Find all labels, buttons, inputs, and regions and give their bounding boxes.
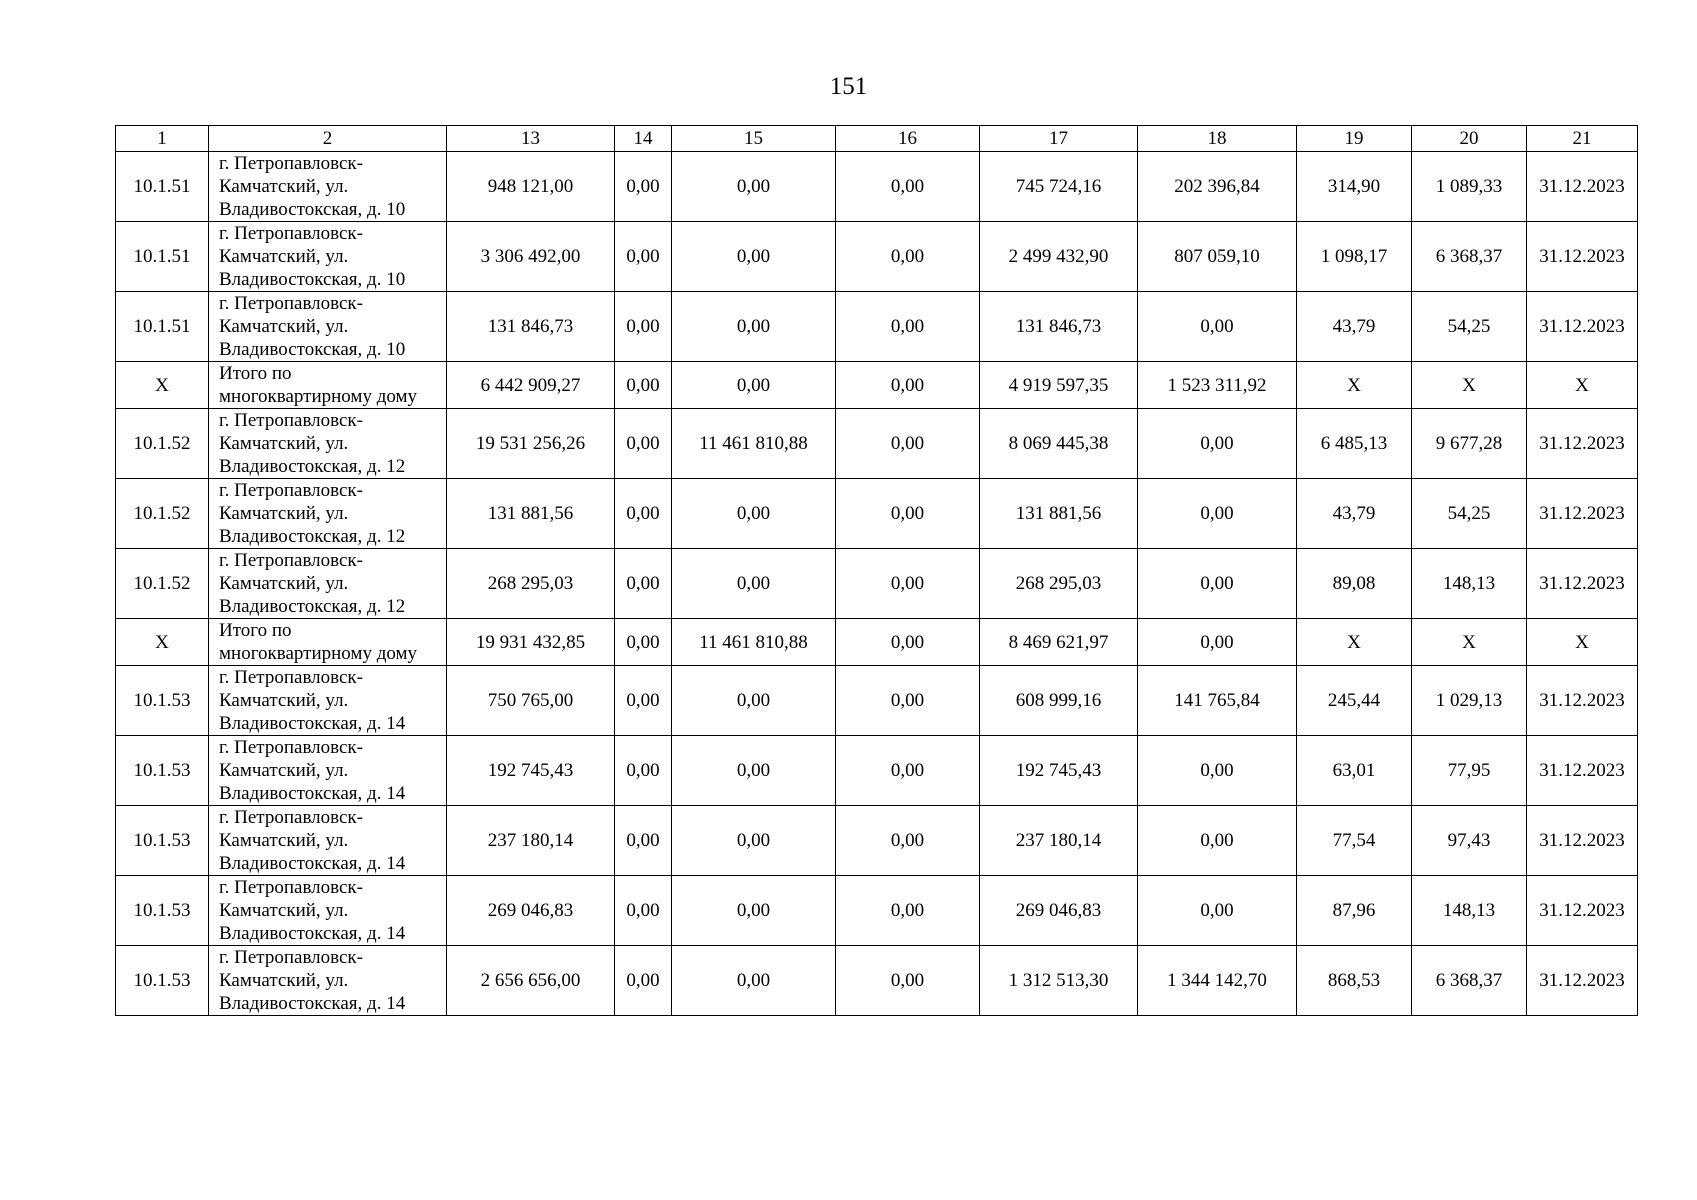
table-cell: 2 499 432,90 xyxy=(980,222,1138,292)
table-row xyxy=(116,152,1638,222)
table-cell xyxy=(209,362,447,409)
table-cell: 0,00 xyxy=(615,479,672,549)
cell-line: г. Петропавловск- xyxy=(219,550,363,571)
cell-line: Владивостокская, д. 10 xyxy=(219,339,406,360)
cell-line: Владивостокская, д. 14 xyxy=(219,993,406,1014)
table-cell: 54,25 xyxy=(1412,479,1527,549)
table-cell: 202 396,84 xyxy=(1138,152,1297,222)
column-header: 13 xyxy=(447,126,615,152)
table-cell: 10.1.51 xyxy=(116,292,209,362)
table-cell: 0,00 xyxy=(672,222,836,292)
total-row xyxy=(116,619,1638,666)
table-cell: 0,00 xyxy=(615,806,672,876)
table-cell: 0,00 xyxy=(1138,619,1297,666)
table-cell: X xyxy=(1297,619,1412,666)
table-cell: 0,00 xyxy=(836,619,980,666)
cell-line: Камчатский, ул. xyxy=(219,316,349,337)
table-cell: 0,00 xyxy=(672,876,836,946)
table-cell: 97,43 xyxy=(1412,806,1527,876)
table-cell xyxy=(209,549,447,619)
cell-line: Камчатский, ул. xyxy=(219,900,349,921)
table-cell xyxy=(209,619,447,666)
table-cell: X xyxy=(116,619,209,666)
table-cell: 0,00 xyxy=(672,549,836,619)
table-cell: 314,90 xyxy=(1297,152,1412,222)
table-row xyxy=(116,736,1638,806)
table-cell: 10.1.51 xyxy=(116,222,209,292)
cell-line: Камчатский, ул. xyxy=(219,246,349,267)
column-header: 18 xyxy=(1138,126,1297,152)
table-cell: 192 745,43 xyxy=(980,736,1138,806)
table-cell: 1 089,33 xyxy=(1412,152,1527,222)
column-header: 19 xyxy=(1297,126,1412,152)
table-cell: 237 180,14 xyxy=(447,806,615,876)
cell-line: Камчатский, ул. xyxy=(219,830,349,851)
column-header: 20 xyxy=(1412,126,1527,152)
table-cell: 131 846,73 xyxy=(980,292,1138,362)
table-cell: 77,95 xyxy=(1412,736,1527,806)
table-cell: 0,00 xyxy=(615,152,672,222)
table-row xyxy=(116,946,1638,1016)
table-cell: 237 180,14 xyxy=(980,806,1138,876)
table-cell: 87,96 xyxy=(1297,876,1412,946)
table-cell: 192 745,43 xyxy=(447,736,615,806)
table-cell: X xyxy=(1297,362,1412,409)
cell-line: Владивостокская, д. 12 xyxy=(219,596,406,617)
table-cell: 10.1.52 xyxy=(116,479,209,549)
table-cell: 10.1.53 xyxy=(116,946,209,1016)
table-cell: X xyxy=(1527,362,1638,409)
table-body xyxy=(116,152,1638,1016)
cell-line: Итого по xyxy=(219,620,292,641)
column-header: 15 xyxy=(672,126,836,152)
table-cell: 31.12.2023 xyxy=(1527,666,1638,736)
table-cell: 0,00 xyxy=(1138,876,1297,946)
table-cell: 31.12.2023 xyxy=(1527,736,1638,806)
table-cell: 1 344 142,70 xyxy=(1138,946,1297,1016)
table-cell: 0,00 xyxy=(672,806,836,876)
table-cell: 0,00 xyxy=(1138,806,1297,876)
header-row xyxy=(116,126,1638,152)
table-cell: 31.12.2023 xyxy=(1527,409,1638,479)
table-cell: 6 442 909,27 xyxy=(447,362,615,409)
table-cell: 89,08 xyxy=(1297,549,1412,619)
table-cell: 0,00 xyxy=(672,362,836,409)
cell-line: г. Петропавловск- xyxy=(219,947,363,968)
table-cell xyxy=(209,292,447,362)
table-cell: 77,54 xyxy=(1297,806,1412,876)
table-cell: 948 121,00 xyxy=(447,152,615,222)
table-cell: X xyxy=(116,362,209,409)
table-cell xyxy=(209,946,447,1016)
table-cell: 0,00 xyxy=(615,292,672,362)
cell-line: Камчатский, ул. xyxy=(219,176,349,197)
table-cell: 10.1.52 xyxy=(116,549,209,619)
table-cell: 807 059,10 xyxy=(1138,222,1297,292)
cell-line: г. Петропавловск- xyxy=(219,293,363,314)
table-cell: 0,00 xyxy=(672,479,836,549)
table-cell: 31.12.2023 xyxy=(1527,292,1638,362)
cell-line: Камчатский, ул. xyxy=(219,970,349,991)
table-cell: 0,00 xyxy=(615,222,672,292)
table-row xyxy=(116,222,1638,292)
table-cell: 1 098,17 xyxy=(1297,222,1412,292)
table-row xyxy=(116,292,1638,362)
table-cell: 6 485,13 xyxy=(1297,409,1412,479)
table-cell: 148,13 xyxy=(1412,549,1527,619)
table-cell: 43,79 xyxy=(1297,479,1412,549)
table-cell: 131 846,73 xyxy=(447,292,615,362)
table-cell xyxy=(209,876,447,946)
page-number: 151 xyxy=(829,73,868,100)
table-cell: 608 999,16 xyxy=(980,666,1138,736)
table-cell: 0,00 xyxy=(672,736,836,806)
table-row xyxy=(116,409,1638,479)
column-header: 2 xyxy=(209,126,447,152)
table-cell: 0,00 xyxy=(1138,479,1297,549)
cell-line: Владивостокская, д. 14 xyxy=(219,923,406,944)
column-header: 14 xyxy=(615,126,672,152)
table-cell: 9 677,28 xyxy=(1412,409,1527,479)
table-cell: 0,00 xyxy=(836,222,980,292)
table-cell: 0,00 xyxy=(615,666,672,736)
cell-line: г. Петропавловск- xyxy=(219,153,363,174)
table-cell: 1 312 513,30 xyxy=(980,946,1138,1016)
table-cell xyxy=(209,736,447,806)
table-cell: 31.12.2023 xyxy=(1527,806,1638,876)
table-cell: 269 046,83 xyxy=(980,876,1138,946)
cell-line: многоквартирному дому xyxy=(219,643,418,664)
cell-line: Владивостокская, д. 14 xyxy=(219,783,406,804)
cell-line: Владивостокская, д. 10 xyxy=(219,199,406,220)
table-cell: 148,13 xyxy=(1412,876,1527,946)
table-row xyxy=(116,549,1638,619)
table-cell: 0,00 xyxy=(615,946,672,1016)
table-cell: 750 765,00 xyxy=(447,666,615,736)
table-cell: 0,00 xyxy=(836,549,980,619)
table-cell: 3 306 492,00 xyxy=(447,222,615,292)
table-cell: 141 765,84 xyxy=(1138,666,1297,736)
total-row xyxy=(116,362,1638,409)
cell-line: Владивостокская, д. 12 xyxy=(219,456,406,477)
table-cell: 8 069 445,38 xyxy=(980,409,1138,479)
table-cell: 0,00 xyxy=(1138,736,1297,806)
table-cell: 43,79 xyxy=(1297,292,1412,362)
cell-line: г. Петропавловск- xyxy=(219,807,363,828)
cell-line: Владивостокская, д. 12 xyxy=(219,526,406,547)
table-cell: 0,00 xyxy=(1138,549,1297,619)
cell-line: г. Петропавловск- xyxy=(219,737,363,758)
cell-line: Владивостокская, д. 14 xyxy=(219,713,406,734)
column-header: 21 xyxy=(1527,126,1638,152)
cell-line: Итого по xyxy=(219,363,292,384)
data-table xyxy=(115,125,1638,1016)
table-cell: 131 881,56 xyxy=(980,479,1138,549)
cell-line: г. Петропавловск- xyxy=(219,223,363,244)
table-cell: 11 461 810,88 xyxy=(672,619,836,666)
table-cell: X xyxy=(1527,619,1638,666)
table-cell: 10.1.53 xyxy=(116,736,209,806)
table-cell: 0,00 xyxy=(672,666,836,736)
table-cell: 8 469 621,97 xyxy=(980,619,1138,666)
cell-line: Владивостокская, д. 14 xyxy=(219,853,406,874)
cell-line: Камчатский, ул. xyxy=(219,503,349,524)
table-cell: 0,00 xyxy=(615,409,672,479)
table-cell: 0,00 xyxy=(836,152,980,222)
table-cell: 0,00 xyxy=(836,806,980,876)
table-cell: X xyxy=(1412,362,1527,409)
cell-line: г. Петропавловск- xyxy=(219,410,363,431)
table-cell: 0,00 xyxy=(836,736,980,806)
table-cell: 0,00 xyxy=(836,946,980,1016)
table-cell: 54,25 xyxy=(1412,292,1527,362)
column-header: 16 xyxy=(836,126,980,152)
cell-line: г. Петропавловск- xyxy=(219,480,363,501)
table-header xyxy=(116,126,1638,152)
table-cell: 0,00 xyxy=(836,666,980,736)
table-cell: 131 881,56 xyxy=(447,479,615,549)
cell-line: многоквартирному дому xyxy=(219,386,418,407)
table-cell: 0,00 xyxy=(672,152,836,222)
table-cell: 0,00 xyxy=(672,946,836,1016)
table-cell: 10.1.53 xyxy=(116,666,209,736)
table-cell: 245,44 xyxy=(1297,666,1412,736)
table-cell: 1 523 311,92 xyxy=(1138,362,1297,409)
table-cell: 0,00 xyxy=(836,479,980,549)
cell-line: Камчатский, ул. xyxy=(219,760,349,781)
column-header: 17 xyxy=(980,126,1138,152)
table-row xyxy=(116,806,1638,876)
table-cell: 31.12.2023 xyxy=(1527,222,1638,292)
table-cell: 19 531 256,26 xyxy=(447,409,615,479)
table-cell: 31.12.2023 xyxy=(1527,549,1638,619)
table-cell: 0,00 xyxy=(615,619,672,666)
table-cell: 269 046,83 xyxy=(447,876,615,946)
table-cell xyxy=(209,479,447,549)
table-cell xyxy=(209,222,447,292)
cell-line: Камчатский, ул. xyxy=(219,573,349,594)
table-cell: 0,00 xyxy=(1138,409,1297,479)
table-cell xyxy=(209,152,447,222)
table-cell: 31.12.2023 xyxy=(1527,876,1638,946)
table-cell: 63,01 xyxy=(1297,736,1412,806)
table-cell: 0,00 xyxy=(672,292,836,362)
table-cell: 0,00 xyxy=(1138,292,1297,362)
table-cell: 0,00 xyxy=(836,362,980,409)
table-cell: X xyxy=(1412,619,1527,666)
cell-line: Владивостокская, д. 10 xyxy=(219,269,406,290)
table-cell: 10.1.52 xyxy=(116,409,209,479)
table-cell: 868,53 xyxy=(1297,946,1412,1016)
table-cell: 0,00 xyxy=(615,362,672,409)
table-cell: 10.1.51 xyxy=(116,152,209,222)
table-cell: 0,00 xyxy=(836,409,980,479)
table-row xyxy=(116,666,1638,736)
table-cell: 19 931 432,85 xyxy=(447,619,615,666)
table-cell: 6 368,37 xyxy=(1412,946,1527,1016)
column-header: 1 xyxy=(116,126,209,152)
table-row xyxy=(116,876,1638,946)
table-cell xyxy=(209,409,447,479)
table-cell: 0,00 xyxy=(836,292,980,362)
table-cell: 268 295,03 xyxy=(980,549,1138,619)
table-cell: 31.12.2023 xyxy=(1527,479,1638,549)
table-cell: 1 029,13 xyxy=(1412,666,1527,736)
table-cell: 31.12.2023 xyxy=(1527,946,1638,1016)
table-cell: 745 724,16 xyxy=(980,152,1138,222)
table-cell: 0,00 xyxy=(615,876,672,946)
table-cell: 2 656 656,00 xyxy=(447,946,615,1016)
table-cell: 10.1.53 xyxy=(116,876,209,946)
table-cell: 10.1.53 xyxy=(116,806,209,876)
table-cell xyxy=(209,806,447,876)
table-cell: 268 295,03 xyxy=(447,549,615,619)
table-cell: 0,00 xyxy=(615,549,672,619)
table-cell: 6 368,37 xyxy=(1412,222,1527,292)
table-cell: 4 919 597,35 xyxy=(980,362,1138,409)
table-row xyxy=(116,479,1638,549)
table-cell: 0,00 xyxy=(615,736,672,806)
cell-line: Камчатский, ул. xyxy=(219,690,349,711)
table-cell xyxy=(209,666,447,736)
table-cell: 31.12.2023 xyxy=(1527,152,1638,222)
cell-line: Камчатский, ул. xyxy=(219,433,349,454)
cell-line: г. Петропавловск- xyxy=(219,877,363,898)
cell-line: г. Петропавловск- xyxy=(219,667,363,688)
table-cell: 0,00 xyxy=(836,876,980,946)
table-cell: 11 461 810,88 xyxy=(672,409,836,479)
